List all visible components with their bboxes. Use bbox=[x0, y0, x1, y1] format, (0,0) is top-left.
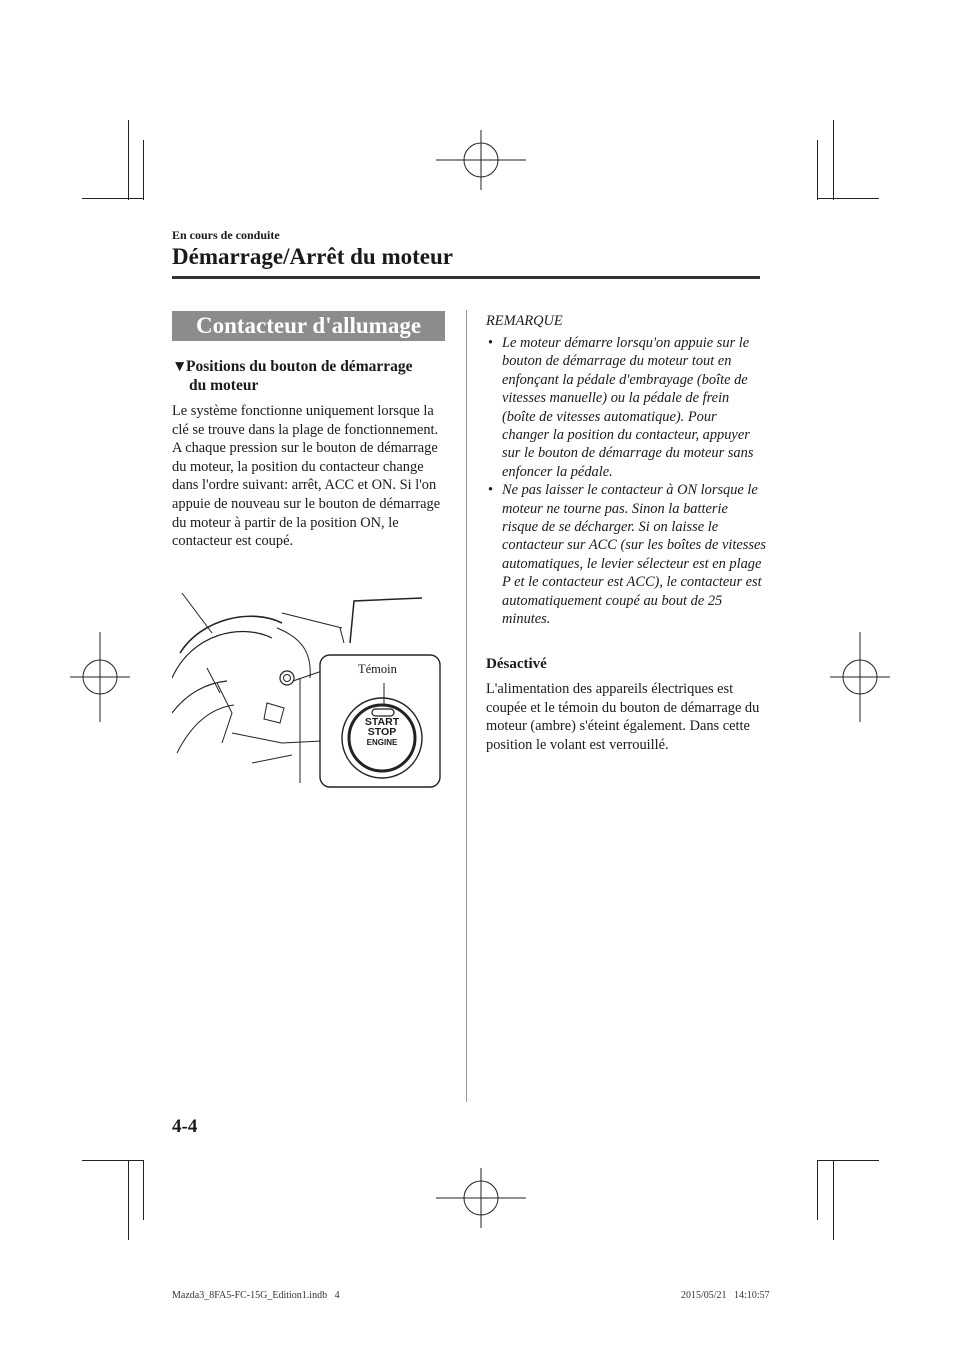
button-label-stop: STOP bbox=[367, 726, 397, 738]
position-heading: Désactivé bbox=[486, 656, 547, 672]
note-text: Le moteur démarre lorsqu'on appuie sur le bouton de démarrage du moteur tout en enfonçant la pédale d'embrayage (boîte de vitesses manuelle) ou la pédale de frein (boîte de vitesses automatique). Pour changer la position du contacteur, appuyer sur le bouton de démarrage du moteur sans enfoncer la pédale. bbox=[502, 335, 754, 480]
note-title: REMARQUE bbox=[486, 313, 563, 329]
page-title: Démarrage/Arrêt du moteur bbox=[172, 244, 453, 269]
page-number: 4-4 bbox=[172, 1116, 198, 1137]
button-label-start: START bbox=[364, 716, 400, 728]
title-rule bbox=[172, 276, 760, 279]
registration-target-right bbox=[830, 632, 890, 722]
intro-paragraph: Le système fonctionne uniquement lorsque la clé se trouve dans la plage de fonctionnement. A chaque pression sur le bouton de démarrage du moteur, la position du contacteur change dans l'ordre suivant: arrêt, ACC et ON. Si l'on appuie de nouveau sur le bouton de démarrage du moteur à partir de la position ON, le contacteur est coupé. bbox=[172, 403, 441, 550]
registration-target-bottom bbox=[436, 1168, 526, 1228]
figure-callout: Témoin bbox=[358, 662, 397, 676]
subheading-line1: Positions du bouton de démarrage bbox=[186, 358, 413, 375]
footer-timestamp: 2015/05/21 14:10:57 bbox=[681, 1290, 770, 1301]
section-label: En cours de conduite bbox=[172, 228, 280, 242]
note-text: Ne pas laisser le contacteur à ON lorsque le moteur ne tourne pas. Sinon la batterie risque de se décharger. Si on laisse le contacteur sur ACC (sur les boîtes de vitesses automatiques, le levier sélecteur est en plage P et le contacteur est ACC), le contacteur est automatiquement coupé au bout de 25 minutes. bbox=[502, 482, 766, 628]
subheading-line2: du moteur bbox=[189, 377, 259, 394]
position-description: L'alimentation des appareils électriques est coupée et le témoin du bouton de démarrage du moteur (ambre) s'éteint également. Dans cette position le volant est verrouillé. bbox=[486, 681, 760, 753]
button-label-engine: ENGINE bbox=[366, 738, 398, 747]
start-stop-button-label bbox=[352, 717, 412, 748]
column-divider bbox=[466, 310, 467, 1102]
triangle-down-icon: ▼ bbox=[172, 358, 188, 375]
note-list bbox=[486, 334, 766, 629]
section-banner: Contacteur d'allumage bbox=[172, 311, 445, 341]
bullet-icon: • bbox=[488, 335, 494, 351]
note-item bbox=[486, 334, 766, 481]
footer-filename: Mazda3_8FA5-FC-15G_Edition1.indb 4 bbox=[172, 1290, 340, 1301]
bullet-icon: • bbox=[488, 482, 494, 499]
registration-target-top bbox=[436, 130, 526, 190]
dashboard-illustration bbox=[172, 583, 452, 788]
note-item bbox=[486, 481, 766, 628]
subheading bbox=[172, 357, 447, 395]
registration-target-left bbox=[70, 632, 130, 722]
